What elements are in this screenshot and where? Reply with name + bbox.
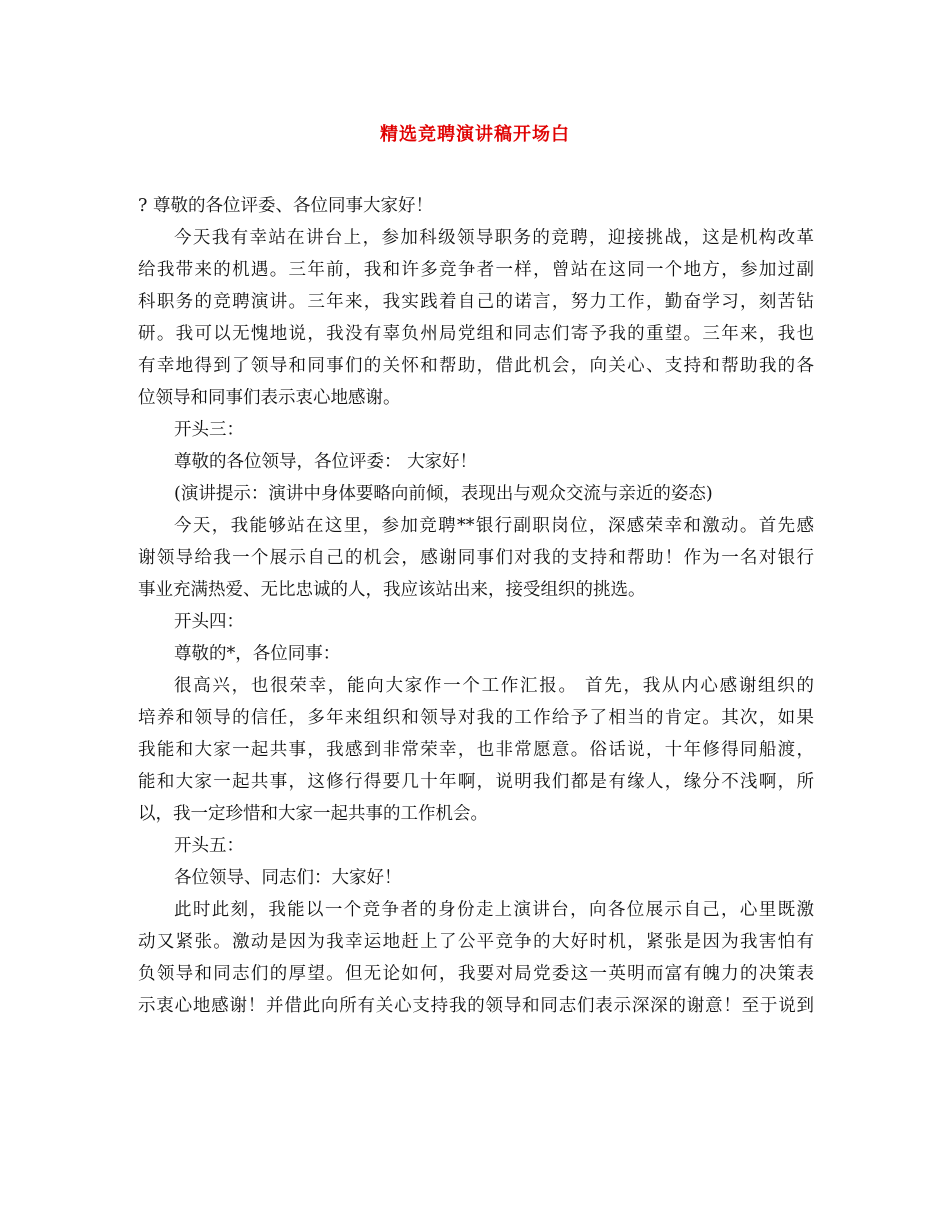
text-line: 我能和大家一起共事，我感到非常荣幸，也非常愿意。俗话说，十年修得同船渡， (138, 740, 814, 760)
text-line: 今天，我能够站在这里，参加竞聘**银行副职岗位，深感荣幸和激动。首先感 (174, 516, 814, 536)
text-line: 动又紧张。激动是因为我幸运地赶上了公平竞争的大好时机，紧张是因为我害怕有 (138, 932, 814, 952)
text-line: 负领导和同志们的厚望。但无论如何，我要对局党委这一英明而富有魄力的决策表 (138, 964, 814, 984)
text-line: 能和大家一起共事，这修行得要几十年啊，说明我们都是有缘人，缘分不浅啊，所 (138, 772, 814, 792)
text-line: 今天我有幸站在讲台上，参加科级领导职务的竞聘，迎接挑战，这是机构改革 (174, 228, 814, 248)
text-line: 此时此刻，我能以一个竞争者的身份走上演讲台，向各位展示自己，心里既激 (174, 900, 814, 920)
section-heading: 开头三： (174, 420, 244, 440)
document-body (138, 190, 814, 1022)
document-title: 精选竞聘演讲稿开场白 (380, 124, 570, 145)
text-line: 有幸地得到了领导和同事们的关怀和帮助，借此机会，向关心、支持和帮助我的各 (138, 356, 814, 376)
text-line: 事业充满热爱、无比忠诚的人，我应该站出来，接受组织的挑选。 (138, 580, 646, 600)
text-line: 培养和领导的信任，多年来组织和领导对我的工作给予了相当的肯定。其次，如果 (138, 708, 814, 728)
text-line: 位领导和同事们表示衷心地感谢。 (138, 388, 401, 408)
text-line: 给我带来的机遇。三年前，我和许多竞争者一样，曾站在这同一个地方，参加过副 (138, 260, 814, 280)
text-line: 尊敬的各位领导，各位评委： 大家好！ (174, 452, 478, 472)
text-line: ? 尊敬的各位评委、各位同事大家好！ (138, 196, 433, 216)
text-line: 尊敬的*，各位同事： (174, 644, 341, 664)
text-line: 以，我一定珍惜和大家一起共事的工作机会。 (138, 804, 488, 824)
text-line: (演讲提示：演讲中身体要略向前倾，表现出与观众交流与亲近的姿态) (174, 484, 713, 504)
text-line: 各位领导、同志们：大家好！ (174, 868, 402, 888)
section-heading: 开头四： (174, 612, 244, 632)
section-heading: 开头五： (174, 836, 244, 856)
text-line: 科职务的竞聘演讲。三年来，我实践着自己的诺言，努力工作，勤奋学习，刻苦钻 (138, 292, 814, 312)
text-line: 研。我可以无愧地说，我没有辜负州局党组和同志们寄予我的重望。三年来，我也 (138, 324, 814, 344)
text-line: 很高兴，也很荣幸，能向大家作一个工作汇报。 首先，我从内心感谢组织的 (174, 676, 814, 696)
text-line: 示衷心地感谢！并借此向所有关心支持我的领导和同志们表示深深的谢意！至于说到 (138, 996, 814, 1016)
text-line: 谢领导给我一个展示自己的机会，感谢同事们对我的支持和帮助！作为一名对银行 (138, 548, 814, 568)
